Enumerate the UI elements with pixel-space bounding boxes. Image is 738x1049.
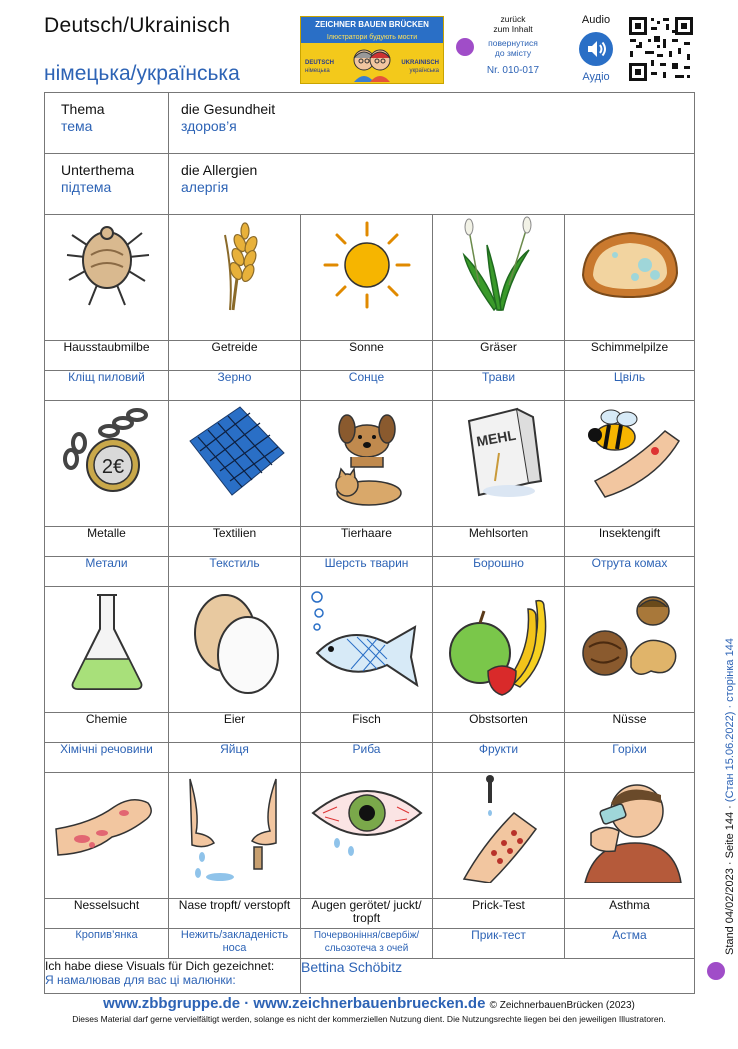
subtopic-value: die Allergien алергія	[169, 154, 695, 215]
word-de: Gräser	[433, 341, 565, 371]
card-picture	[301, 773, 433, 899]
word-uk: Кропив’янка	[45, 929, 169, 959]
copyright-text: © ZeichnerbauenBrücken (2023)	[489, 1000, 635, 1011]
word-de: Nüsse	[565, 713, 695, 743]
sun-icon	[317, 215, 417, 315]
word-uk: Яйця	[169, 743, 301, 773]
licence-note: Dieses Material darf gerne vervielfältigt werden, solange es nicht der kommerziellen Nutzung dient. Die Nutzungsrechte liegen bei den jeweiligen Illustratoren.	[72, 1014, 666, 1024]
german-row	[45, 341, 695, 371]
vocabulary-table	[44, 92, 695, 994]
card-picture	[301, 587, 433, 713]
word-uk: Почервоніння/свербіж/ сльозотеча з очей	[301, 929, 433, 959]
dog-cat-icon	[317, 401, 417, 511]
audio-button[interactable]	[579, 32, 613, 66]
fish-icon	[307, 587, 427, 687]
word-uk: Риба	[301, 743, 433, 773]
card-picture	[301, 401, 433, 527]
red-eye-icon	[307, 773, 427, 863]
word-de: Augen gerötet/ juckt/ tropft	[301, 899, 433, 929]
card-picture	[169, 401, 301, 527]
logo-left: DEUTSCH німецька	[305, 60, 335, 74]
topic-value: die Gesundheit здоров’я	[169, 93, 695, 154]
word-de: Fisch	[301, 713, 433, 743]
credit-row	[45, 959, 695, 994]
word-de: Eier	[169, 713, 301, 743]
word-uk: Нежить/закладеність носа	[169, 929, 301, 959]
subtopic-row	[45, 154, 695, 215]
bee-sting-icon	[575, 401, 685, 501]
card-picture	[45, 587, 169, 713]
grass-icon	[449, 215, 549, 315]
ukrainian-row	[45, 371, 695, 401]
word-uk: Борошно	[433, 557, 565, 587]
picture-row	[45, 215, 695, 341]
zbb-logo	[300, 16, 444, 84]
website-link[interactable]: www.zbbgruppe.de · www.zeichnerbauenbruecken.de	[103, 995, 486, 1012]
card-picture	[301, 215, 433, 341]
card-picture	[433, 587, 565, 713]
ukrainian-row	[45, 743, 695, 773]
word-de: Nesselsucht	[45, 899, 169, 929]
word-uk: Метали	[45, 557, 169, 587]
logo-subtitle: Ілюстратори будують мости	[301, 32, 443, 43]
logo-right: UKRAINISCH українська	[401, 60, 439, 74]
title-ukrainian: німецька/українська	[44, 62, 240, 85]
title-german: Deutsch/Ukrainisch	[44, 14, 231, 37]
illustrator-name: Bettina Schöbitz	[301, 959, 695, 994]
word-uk: Шерсть тварин	[301, 557, 433, 587]
topic-row	[45, 93, 695, 154]
card-picture	[565, 773, 695, 899]
dust-mite-icon	[57, 215, 157, 315]
fruits-icon	[444, 587, 554, 697]
subtopic-label: Unterthema підтема	[45, 154, 169, 215]
word-uk: Кліщ пиловий	[45, 371, 169, 401]
mold-bread-icon	[575, 215, 685, 305]
card-picture	[45, 215, 169, 341]
side-dot-icon	[707, 962, 725, 980]
word-uk: Фрукти	[433, 743, 565, 773]
card-picture	[433, 215, 565, 341]
back-to-toc-link[interactable]: zurück zum Inhalt повернутися до змісту Nr. 010-017	[486, 14, 540, 76]
german-row	[45, 713, 695, 743]
german-row	[45, 527, 695, 557]
card-picture	[169, 587, 301, 713]
picture-row	[45, 587, 695, 713]
card-picture	[169, 773, 301, 899]
word-de: Chemie	[45, 713, 169, 743]
word-de: Textilien	[169, 527, 301, 557]
word-uk: Горіхи	[565, 743, 695, 773]
audio-label-uk: Аудіо	[582, 71, 610, 83]
textile-icon	[180, 401, 290, 501]
runny-nose-icon	[180, 773, 290, 883]
ukrainian-row	[45, 929, 695, 959]
metal-coin-chain-icon	[57, 401, 157, 501]
word-uk: Сонце	[301, 371, 433, 401]
prick-test-icon	[444, 773, 554, 883]
word-de: Metalle	[45, 527, 169, 557]
word-de: Asthma	[565, 899, 695, 929]
word-de: Nase tropft/ verstopft	[169, 899, 301, 929]
word-uk: Прик-тест	[433, 929, 565, 959]
ukrainian-row	[45, 557, 695, 587]
speaker-icon	[579, 32, 613, 66]
word-de: Mehlsorten	[433, 527, 565, 557]
qr-code-icon[interactable]	[628, 16, 694, 82]
grain-icon	[185, 215, 285, 315]
word-de: Tierhaare	[301, 527, 433, 557]
word-de: Sonne	[301, 341, 433, 371]
flask-icon	[57, 587, 157, 697]
card-picture	[565, 401, 695, 527]
topic-label: Thema тема	[45, 93, 169, 154]
page-stamp-uk: (Стан 15.06.2022) · сторінка 144	[724, 638, 736, 803]
word-uk: Хімічні речовини	[45, 743, 169, 773]
inhaler-icon	[575, 773, 685, 883]
card-picture	[45, 401, 169, 527]
flour-bag-icon	[449, 401, 549, 501]
svg-text:MEHL: MEHL	[474, 426, 517, 450]
card-picture	[45, 773, 169, 899]
card-picture	[433, 401, 565, 527]
word-de: Hausstaubmilbe	[45, 341, 169, 371]
word-de: Obstsorten	[433, 713, 565, 743]
illustrators-faces-icon	[350, 44, 394, 82]
word-de: Schimmelpilze	[565, 341, 695, 371]
german-row	[45, 899, 695, 929]
word-de: Getreide	[169, 341, 301, 371]
word-uk: Отрута комах	[565, 557, 695, 587]
credit-label: Ich habe diese Visuals für Dich gezeichnet: Я намалював для вас ці малюнки:	[45, 959, 301, 994]
hives-arm-icon	[52, 773, 162, 873]
picture-row	[45, 773, 695, 899]
word-de: Prick-Test	[433, 899, 565, 929]
card-picture	[169, 215, 301, 341]
eggs-icon	[180, 587, 290, 697]
word-uk: Зерно	[169, 371, 301, 401]
audio-label-de: Audio	[581, 14, 611, 26]
footer-links[interactable]	[0, 995, 738, 1012]
page-stamp	[706, 585, 736, 955]
word-uk: Астма	[565, 929, 695, 959]
logo-title: ZEICHNER BAUEN BRÜCKEN	[301, 17, 443, 32]
card-picture	[565, 587, 695, 713]
word-uk: Текстиль	[169, 557, 301, 587]
page-stamp-de: Stand 04/02/2023 · Seite 144 ·	[724, 805, 736, 955]
nuts-icon	[575, 587, 685, 687]
word-uk: Цвіль	[565, 371, 695, 401]
word-uk: Трави	[433, 371, 565, 401]
picture-row	[45, 401, 695, 527]
card-picture	[433, 773, 565, 899]
word-de: Insektengift	[565, 527, 695, 557]
svg-text:2€: 2€	[101, 456, 124, 478]
card-picture	[565, 215, 695, 341]
